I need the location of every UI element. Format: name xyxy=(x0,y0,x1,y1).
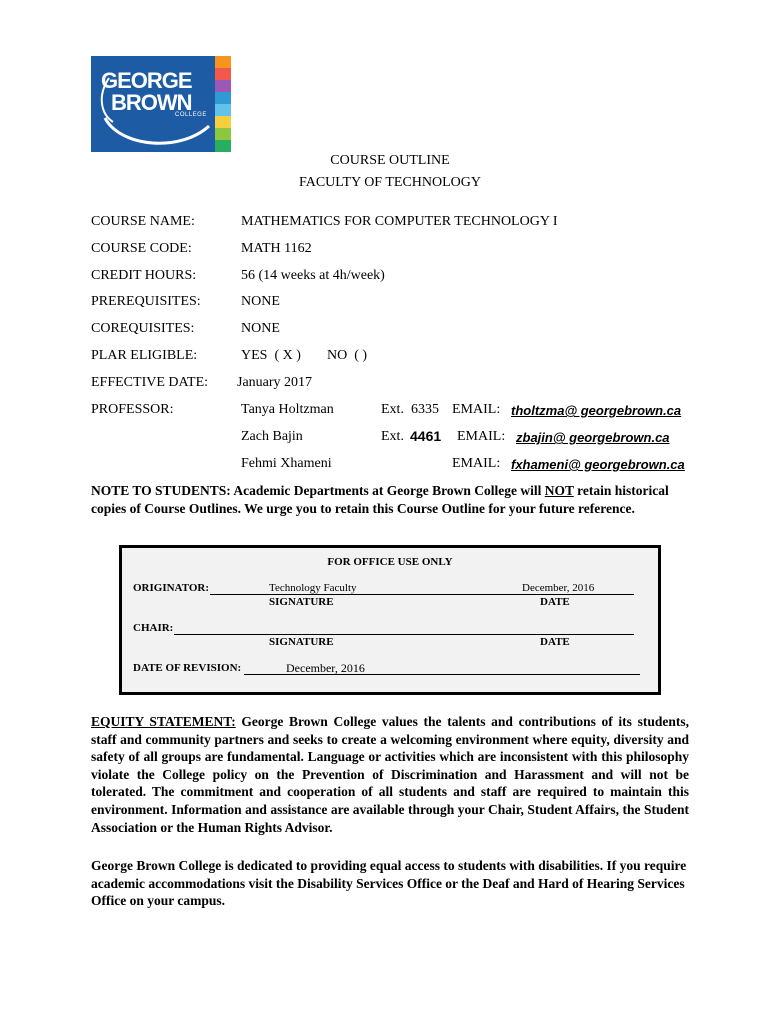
originator-date-label: DATE xyxy=(540,596,570,608)
credit-hours-value: 56 (14 weeks at 4h/week) xyxy=(241,268,385,283)
professor-ext: 6335 xyxy=(411,402,439,417)
plar-yes: YES ( X ) xyxy=(241,348,301,363)
logo-color-stripes xyxy=(215,56,231,152)
note-suffix: retain historical copies of Course Outlines. We urge you to retain this Course Outline for your future reference. xyxy=(91,483,669,516)
professor-email-link[interactable]: fxhameni@ georgebrown.ca xyxy=(511,457,685,472)
professor-email-label: EMAIL: xyxy=(457,429,506,444)
equity-heading: EQUITY STATEMENT: xyxy=(91,714,236,729)
office-use-title: FOR OFFICE USE ONLY xyxy=(327,556,453,568)
chair-date-label: DATE xyxy=(540,636,570,648)
equity-statement xyxy=(91,713,689,836)
disability-statement: George Brown College is dedicated to providing equal access to students with disabilities. If you require academic accommodations visit the Disability Services Office or the Deaf and Hard of Hearing Services Office on your campus. xyxy=(91,858,687,909)
professor-label: PROFESSOR: xyxy=(91,402,174,417)
revision-value: December, 2016 xyxy=(286,661,365,675)
course-name-label: COURSE NAME: xyxy=(91,214,195,229)
plar-no: NO ( ) xyxy=(327,348,368,363)
professor-name: Fehmi Xhameni xyxy=(241,456,332,471)
originator-date: December, 2016 xyxy=(522,582,595,594)
note-prefix: NOTE TO STUDENTS: Academic Departments at George Brown College will xyxy=(91,483,545,498)
logo-line-george: GEORGE xyxy=(101,68,192,93)
faculty-title: FACULTY OF TECHNOLOGY xyxy=(298,175,481,190)
professor-email-link[interactable]: tholtzma@ georgebrown.ca xyxy=(511,403,682,418)
professor-email-label: EMAIL: xyxy=(452,402,501,417)
originator-value: Technology Faculty xyxy=(269,582,357,594)
effective-date-value: January 2017 xyxy=(237,375,313,390)
professor-ext-label: Ext. xyxy=(381,429,404,444)
corequisites-value: NONE xyxy=(241,321,280,336)
revision-label: DATE OF REVISION: xyxy=(133,662,242,674)
professor-email-link[interactable]: zbajin@ georgebrown.ca xyxy=(516,430,670,445)
page-title: COURSE OUTLINE xyxy=(330,153,450,168)
prerequisites-label: PREREQUISITES: xyxy=(91,294,201,309)
professor-ext: 4461 xyxy=(410,428,442,444)
plar-label: PLAR ELIGIBLE: xyxy=(91,348,198,363)
george-brown-logo xyxy=(91,56,231,152)
logo-line-college: COLLEGE xyxy=(175,112,207,118)
course-name-value: MATHEMATICS FOR COMPUTER TECHNOLOGY I xyxy=(241,214,558,229)
prerequisites-value: NONE xyxy=(241,294,280,309)
note-to-students xyxy=(91,482,691,518)
chair-line xyxy=(174,634,634,635)
credit-hours-label: CREDIT HOURS: xyxy=(91,268,197,283)
course-code-label: COURSE CODE: xyxy=(91,241,192,256)
equity-body: George Brown College values the talents and contributions of its students, staff and community partners and seeks to create a welcoming environment where equity, diversity and safety of all groups are fundamental. Language or activities which are inconsistent with this philosophy violate the College policy on the Prevention of Discrimination and Harassment and will not be tolerated. The commitment and cooperation of all students and staff are required to maintain this environment. Information and assistance are available through your Chair, Student Affairs, the Student Association or the Human Rights Advisor. xyxy=(91,714,689,835)
course-code-value: MATH 1162 xyxy=(241,241,312,256)
chair-signature-label: SIGNATURE xyxy=(269,636,334,648)
professor-name: Tanya Holtzman xyxy=(241,402,334,417)
office-use-box xyxy=(119,545,661,695)
originator-label: ORIGINATOR: xyxy=(133,582,209,594)
professor-ext-label: Ext. xyxy=(381,402,404,417)
logo-line-brown: BROWN xyxy=(111,90,192,115)
originator-signature-label: SIGNATURE xyxy=(269,596,334,608)
effective-date-label: EFFECTIVE DATE: xyxy=(91,375,209,390)
chair-label: CHAIR: xyxy=(133,622,174,634)
note-emphasis: NOT xyxy=(544,483,574,498)
corequisites-label: COREQUISITES: xyxy=(91,321,195,336)
professor-email-label: EMAIL: xyxy=(452,456,501,471)
originator-line xyxy=(210,594,634,595)
professor-name: Zach Bajin xyxy=(241,429,303,444)
